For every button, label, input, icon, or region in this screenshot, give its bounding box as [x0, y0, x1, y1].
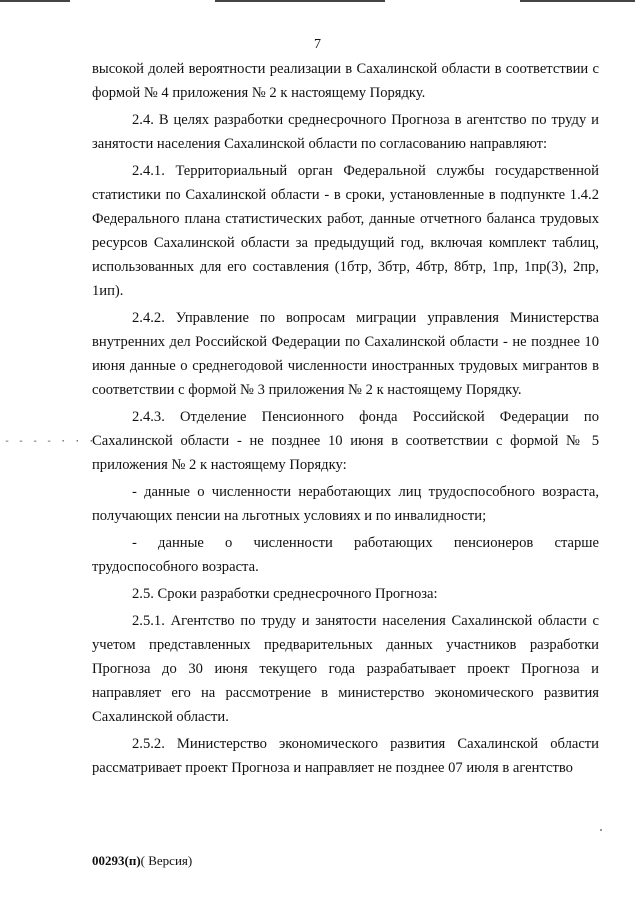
paragraph: 2.5. Сроки разработки среднесрочного Прогноза: — [132, 586, 438, 602]
scan-speck — [600, 829, 602, 831]
document-footer — [92, 853, 192, 869]
document-code: 00293(п) — [92, 853, 141, 868]
paragraph: - данные о численности работающих пенсионеров старше трудоспособного возраста. — [92, 535, 599, 575]
scan-edge-marks — [0, 0, 635, 3]
paragraph: 2.4.1. Территориальный орган Федеральной службы государственной статистики по Сахалинской области - в сроки, установленные в подпункте 1.4.2 Федерального плана статистических работ, данные отчетного баланса трудовых ресурсов Сахалинской области за предыдущий год, включая комплект таблиц, использованных для его составления (1бтр, 3бтр, 4бтр, 8бтр, 1пр, 1пр(3), 2пр, 1ип). — [92, 163, 599, 299]
margin-scan-artifact: - - - - · · · - · — [4, 436, 124, 447]
paragraph: 2.5.2. Министерство экономического развития Сахалинской области рассматривает проект Прогноза и направляет не позднее 07 июля в агентство — [92, 736, 599, 776]
paragraph: - данные о численности неработающих лиц трудоспособного возраста, получающих пенсии на льготных условиях и по инвалидности; — [92, 484, 599, 524]
document-version: ( Версия) — [140, 853, 193, 868]
paragraph: 2.4.3. Отделение Пенсионного фонда Российской Федерации по Сахалинской области - не позднее 10 июня в соответствии с формой № 5 приложения № 2 к настоящему Порядку: — [92, 409, 599, 473]
paragraph: высокой долей вероятности реализации в Сахалинской области в соответствии с формой № 4 приложения № 2 к настоящему Порядку. — [92, 61, 599, 101]
document-body — [92, 57, 599, 783]
paragraph: 2.4. В целях разработки среднесрочного Прогноза в агентство по труду и занятости населения Сахалинской области по согласованию направляют: — [92, 112, 599, 152]
paragraph: 2.5.1. Агентство по труду и занятости населения Сахалинской области с учетом представленных предварительных данных участников разработки Прогноза до 30 июня текущего года разрабатывает проект Прогноза и направляет его на рассмотрение в министерство экономического развития Сахалинской области. — [92, 613, 599, 725]
page-number: 7 — [314, 37, 321, 52]
paragraph: 2.4.2. Управление по вопросам миграции управления Министерства внутренних дел Российской Федерации по Сахалинской области - не позднее 10 июня данные о среднегодовой численности иностранных трудовых мигрантов в соответствии с формой № 3 приложения № 2 к настоящему Порядку. — [92, 310, 599, 398]
